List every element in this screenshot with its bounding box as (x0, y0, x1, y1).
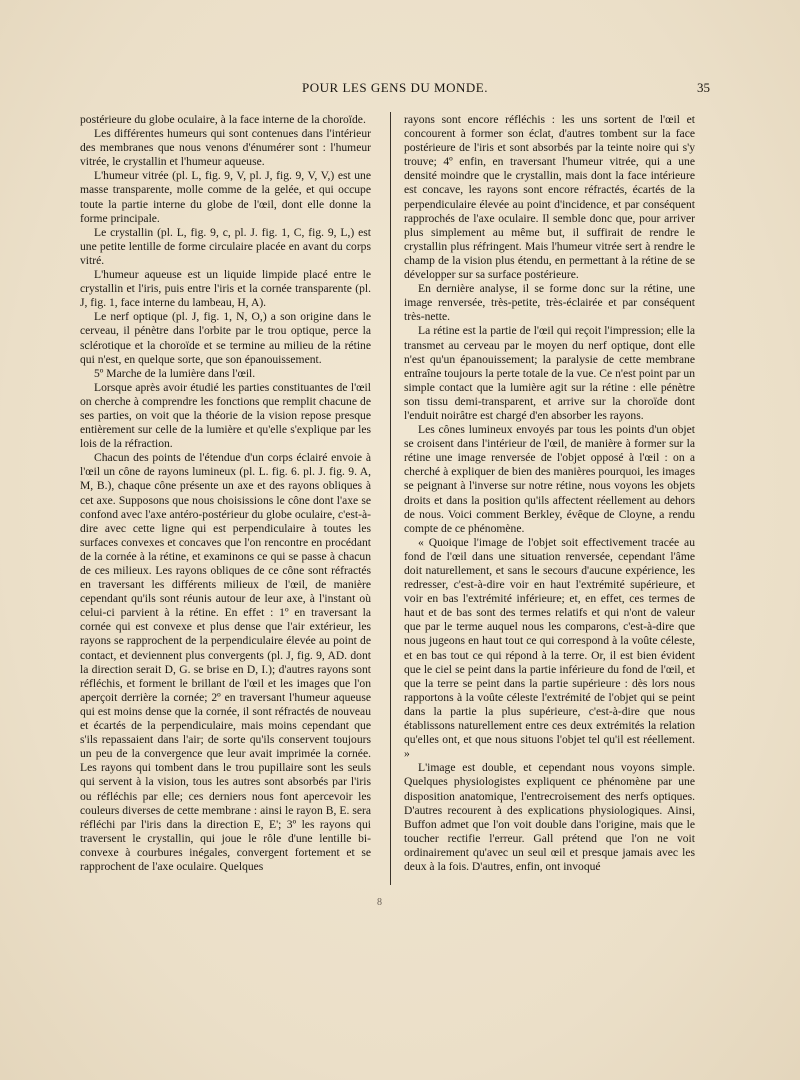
paragraph: Les cônes lumineux envoyés par tous les points d'un objet se croisent dans l'intérieur de l'œil, de manière à former sur la rétine une image renversée de l'objet opposé à l'œil : on a cherché à expliquer de bien des manières pourquoi, les images se peignant à l'inverse sur notre rétine, nous voyons les objets droits et dans la position qu'ils affectent réellement au dehors de nous. Voici comment Berkley, évêque de Cloyne, a rendu compte de ce phénomène. (404, 423, 695, 535)
paragraph: postérieure du globe oculaire, à la face interne de la choroïde. (80, 113, 366, 126)
paragraph: En dernière analyse, il se forme donc sur la rétine, une image renversée, très-petite, très-éclairée et par conséquent très-nette. (404, 282, 695, 324)
paragraph: L'humeur vitrée (pl. L, fig. 9, V, pl. J, fig. 9, V, V,) est une masse transparente, molle comme de la gelée, et qui occupe toute la partie interne du globe de l'œil, dont elle donne la forme principale. (80, 169, 371, 225)
running-title: POUR LES GENS DU MONDE. (302, 80, 488, 95)
paragraph: rayons sont encore réfléchis : les uns sortent de l'œil et concourent à former son éclat, d'autres tombent sur la face postérieure de l'iris et sont absorbés par la teinte noire qui s'y trouve; 4º enfin, en traversant l'humeur vitrée, qui a une densité moindre que le crystallin, mais dont la face intérieure est concave, les rayons sont encore réfractés, écartés de la perpendiculaire élevée au point d'incidence, et par conséquent rapprochés de l'axe oculaire. Il semble donc que, pour arriver plus simplement au même but, il suffirait de rendre le crystallin plus réfringent. Mais l'humeur vitrée sert à rendre le champ de la vision plus étendu, en permettant à la rétine de se développer sur sa surface postérieure. (404, 113, 695, 282)
quotation-paragraph: « Quoique l'image de l'objet soit effectivement tracée au fond de l'œil dans une situation renversée, cependant l'âme doit naturellement, et sans le secours d'aucune expérience, les redresser, c'est-à-dire voir en haut l'extrémité supérieure, et voir en bas l'extrémité inférieure; et, en effet, ces termes de haut et de bas sont des termes relatifs et qui n'ont de valeur que par le terme auquel nous les comparons, c'est-à-dire que nous jugeons en haut tout ce qui correspond à la voûte céleste, et en bas tout ce qui répond à la terre. Or, il est bien évident que le ciel se peint dans la partie inférieure du fond de l'œil, et que la terre se peint dans la partie supérieure : dès lors nous rapportons à la voûte céleste l'extrémité de l'objet qui se peint dans la partie la plus supérieure, c'est-à-dire que nous établissons naturellement entre ces deux extrémités la relation qu'elles ont, et que nous situons l'objet tel qu'il est réellement. » (404, 535, 695, 761)
section-heading: 5º Marche de la lumière dans l'œil. (94, 366, 256, 380)
signature-mark: 8 (377, 897, 382, 908)
paragraph: L'humeur aqueuse est un liquide limpide placé entre le crystallin et l'iris, puis entre l'iris et la cornée transparente (pl. J, fig. 1, face interne du lambeau, H, A). (80, 268, 371, 310)
column-divider (390, 112, 391, 885)
paragraph: Les différentes humeurs qui sont contenues dans l'intérieur des membranes que nous venons d'énumérer sont : l'humeur vitrée, le crystallin et l'humeur aqueuse. (80, 127, 371, 169)
page-number: 35 (697, 80, 710, 95)
left-column (80, 113, 371, 874)
paragraph: Le crystallin (pl. L, fig. 9, c, pl. J. fig. 1, C, fig. 9, L,) est une petite lentille de forme circulaire placée en avant du corps vitré. (80, 225, 371, 267)
paragraph: Chacun des points de l'étendue d'un corps éclairé envoie à l'œil un cône de rayons lumineux (pl. L. fig. 6. pl. J. fig. 9. A, M, B.), chaque cône présente un axe et des rayons obliques à cet axe. Supposons que nous choisissions le cône dont l'axe se confond avec l'axe antéro-postérieur du globe oculaire, c'est-à-dire avec cette ligne qui est perpendiculaire à toutes les surfaces convexes et concaves que l'on rencontre en procédant de la cornée à la rétine, et examinons ce qui se passe à chacun de ces milieux. Les rayons obliques de ce cône sont réfractés en traversant les différents milieux de l'œil, de manière cependant qu'ils sont réunis autour de leur axe, à l'instant où celui-ci parvient à la rétine. En effet : 1º en traversant la cornée qui est convexe et plus dense que l'air extérieur, les rayons se rapprochent de la perpendiculaire élevée au point de contact, et deviennent plus convergents (pl. J, fig. 9, AD. dont la direction serait D, G. se brise en D, I.); d'autres rayons sont réfléchis, et forment le brillant de l'œil et les images que l'on aperçoit derrière la cornée; 2º en traversant l'humeur aqueuse qui est moins dense que la cornée, il sont réfractés de nouveau et écartés de la perpendiculaire, mais moins cependant que s'ils repassaient dans l'air; de sorte qu'ils conservent toujours un peu de la convergence que leur avait imprimée la cornée. Les rayons qui tombent dans le trou pupillaire sont les seuls qui servent à la vision, tous les autres sont absorbés par l'iris ou réfléchis par elle; ces derniers nous font apercevoir les couleurs diverses de cette membrane : ainsi le rayon B, E. sera réfléchi par l'iris dans la direction E, E'; 3º les rayons qui traversent le crystallin, qui joue le rôle d'une lentille bi-convexe à courbures inégales, convergent fortement et se rapprochent de l'axe oculaire. Quelques (80, 451, 371, 873)
paragraph: Lorsque après avoir étudié les parties constituantes de l'œil on cherche à comprendre les fonctions que remplit chacune de ses parties, on voit que la théorie de la vision repose presque entièrement sur celle de la lumière et qu'elle s'explique par les lois de la réfraction. (80, 380, 371, 451)
paragraph: La rétine est la partie de l'œil qui reçoit l'impression; elle la transmet au cerveau par le moyen du nerf optique, dont elle n'est qu'un épanouissement; la paralysie de cette membrane entraîne toujours la perte totale de la vue. Ce n'est point par un simple contact que la lumière agit sur la rétine : elle pénètre son tissu demi-transparent, et arrive sur la choroïde dont l'enduit noirâtre est chargé d'en absorber les rayons. (404, 324, 695, 422)
page-header (80, 80, 710, 100)
right-column (404, 113, 695, 874)
paragraph: L'image est double, et cependant nous voyons simple. Quelques physiologistes expliquent ce phénomène par une disposition anatomique, l'entrecroisement des nerfs optiques. D'autres recourent à des explications physiologiques. Ainsi, Buffon admet que l'on voit double dans l'origine, mais que le toucher rectifie l'erreur. Gall prétend que l'on ne voit ordinairement qu'avec un seul œil et presque jamais avec les deux à la fois. D'autres, enfin, ont invoqué (404, 761, 695, 873)
paragraph: Le nerf optique (pl. J, fig. 1, N, O,) a son origine dans le cerveau, il pénètre dans l'orbite par le trou optique, perce la sclérotique et la choroïde et se termine au milieu de la rétine qui n'est, en quelque sorte, que son épanouissement. (80, 310, 371, 366)
